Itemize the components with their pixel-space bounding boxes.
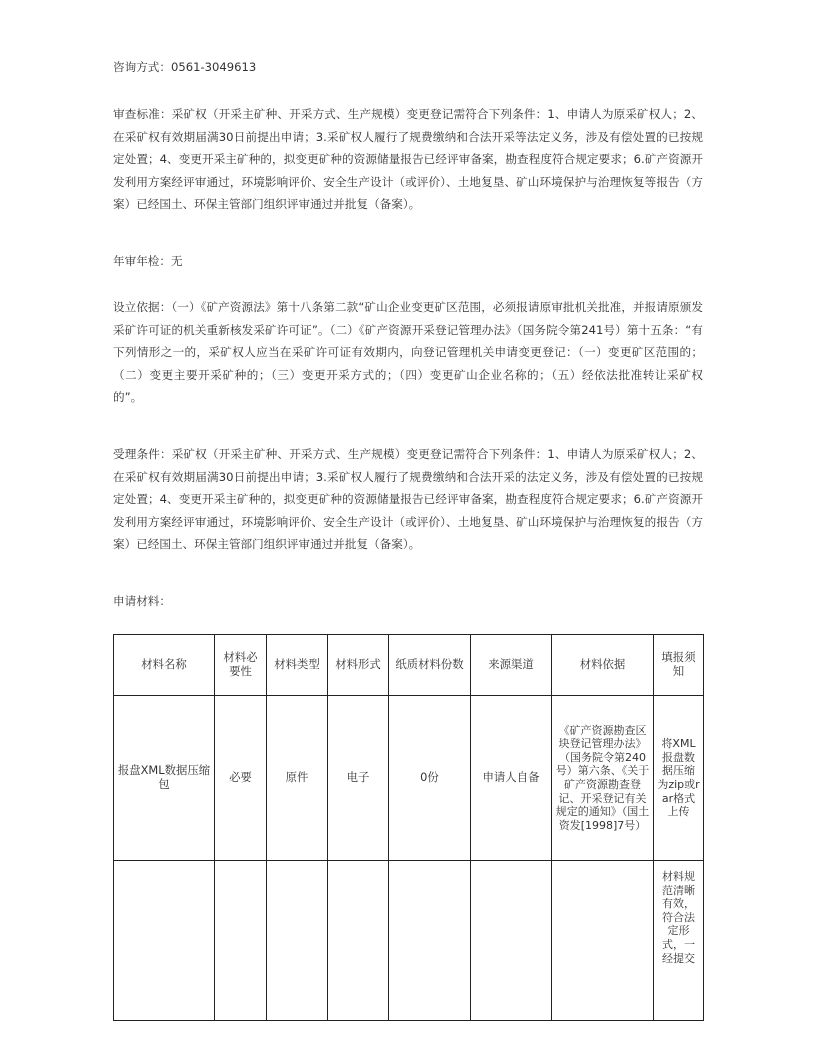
review-standard: 审查标准：采矿权（开采主矿种、开采方式、生产规模）变更登记需符合下列条件：1、申请人为原采矿权人；2、在采矿权有效期届满30日前提出申请；3.采矿权人履行了规费缴纳和合法开采等法定义务，涉及有偿处置的已按规定处置；4、变更开采主矿种的，拟变更矿种的资源储量报告已经评审备案，勘查程度符合规定要求；6.矿产资源开发利用方案经评审通过，环境影响评价、安全生产设计（或评价）、土地复垦、矿山环境保护与治理恢复等报告（方案）已经国土、环保主管部门组织评审通过并批复（备案）。 bbox=[113, 107, 703, 211]
acceptance-conditions: 受理条件：采矿权（开采主矿种、开采方式、生产规模）变更登记需符合下列条件：1、申请人为原采矿权人；2、在采矿权有效期届满30日前提出申请；3.采矿权人履行了规费缴纳和合法开采的法定义务，涉及有偿处置的已按规定处置；4、变更开采主矿种的，拟变更矿种的资源储量报告已经评审备案，勘查程度符合规定要求；6.矿产资源开发利用方案经评审通过，环境影响评价、安全生产设计（或评价）、土地复垦、矿山环境保护与治理恢复的报告（方案）已经国土、环保主管部门组织评审通过并批复（备案）。 bbox=[113, 447, 703, 551]
header-instructions: 填报须知 bbox=[654, 635, 704, 696]
cell-source: 申请人自备 bbox=[471, 696, 552, 861]
cell-material-type bbox=[267, 861, 328, 1021]
table-row bbox=[114, 696, 704, 861]
cell-instructions: 将XML报盘数据压缩为zip或rar格式上传 bbox=[654, 696, 704, 861]
cell-basis: 《矿产资源勘查区块登记管理办法》（国务院令第240号）第六条、《关于矿产资源勘查登记、开采登记有关规定的通知》（国土资发[1998]7号） bbox=[552, 696, 654, 861]
cell-material-form: 电子 bbox=[328, 696, 389, 861]
cell-necessity: 必要 bbox=[215, 696, 267, 861]
header-material-type: 材料类型 bbox=[267, 635, 328, 696]
header-necessity: 材料必要性 bbox=[215, 635, 267, 696]
cell-source bbox=[471, 861, 552, 1021]
materials-label: 申请材料： bbox=[113, 594, 171, 608]
cell-necessity bbox=[215, 861, 267, 1021]
annual-review: 年审年检：无 bbox=[113, 254, 183, 268]
materials-table bbox=[113, 634, 704, 1021]
legal-basis: 设立依据：（一）《矿产资源法》第十八条第二款“矿山企业变更矿区范围，必须报请原审批机关批准，并报请原颁发采矿许可证的机关重新核发采矿许可证”。（二）《矿产资源开采登记管理办法》（国务院令第241号）第十五条：“有下列情形之一的，采矿权人应当在采矿许可证有效期内，向登记管理机关申请变更登记：（一）变更矿区范围的；（二）变更主要开采矿种的；（三）变更开采方式的；（四）变更矿山企业名称的；（五）经依法批准转让采矿权的”。 bbox=[113, 300, 703, 404]
cell-paper-copies: 0份 bbox=[389, 696, 471, 861]
header-paper-copies: 纸质材料份数 bbox=[389, 635, 471, 696]
cell-paper-copies bbox=[389, 861, 471, 1021]
table-header-row bbox=[114, 635, 704, 696]
cell-basis bbox=[552, 861, 654, 1021]
cell-material-type: 原件 bbox=[267, 696, 328, 861]
consult-contact: 咨询方式：0561-3049613 bbox=[113, 60, 257, 74]
header-material-form: 材料形式 bbox=[328, 635, 389, 696]
cell-material-name bbox=[114, 861, 215, 1021]
header-source: 来源渠道 bbox=[471, 635, 552, 696]
header-material-name: 材料名称 bbox=[114, 635, 215, 696]
cell-material-form bbox=[328, 861, 389, 1021]
table-row bbox=[114, 861, 704, 1021]
cell-material-name: 报盘XML数据压缩包 bbox=[114, 696, 215, 861]
cell-instructions: 材料规范清晰有效，符合法定形式，一经提交 bbox=[654, 861, 704, 1021]
header-basis: 材料依据 bbox=[552, 635, 654, 696]
